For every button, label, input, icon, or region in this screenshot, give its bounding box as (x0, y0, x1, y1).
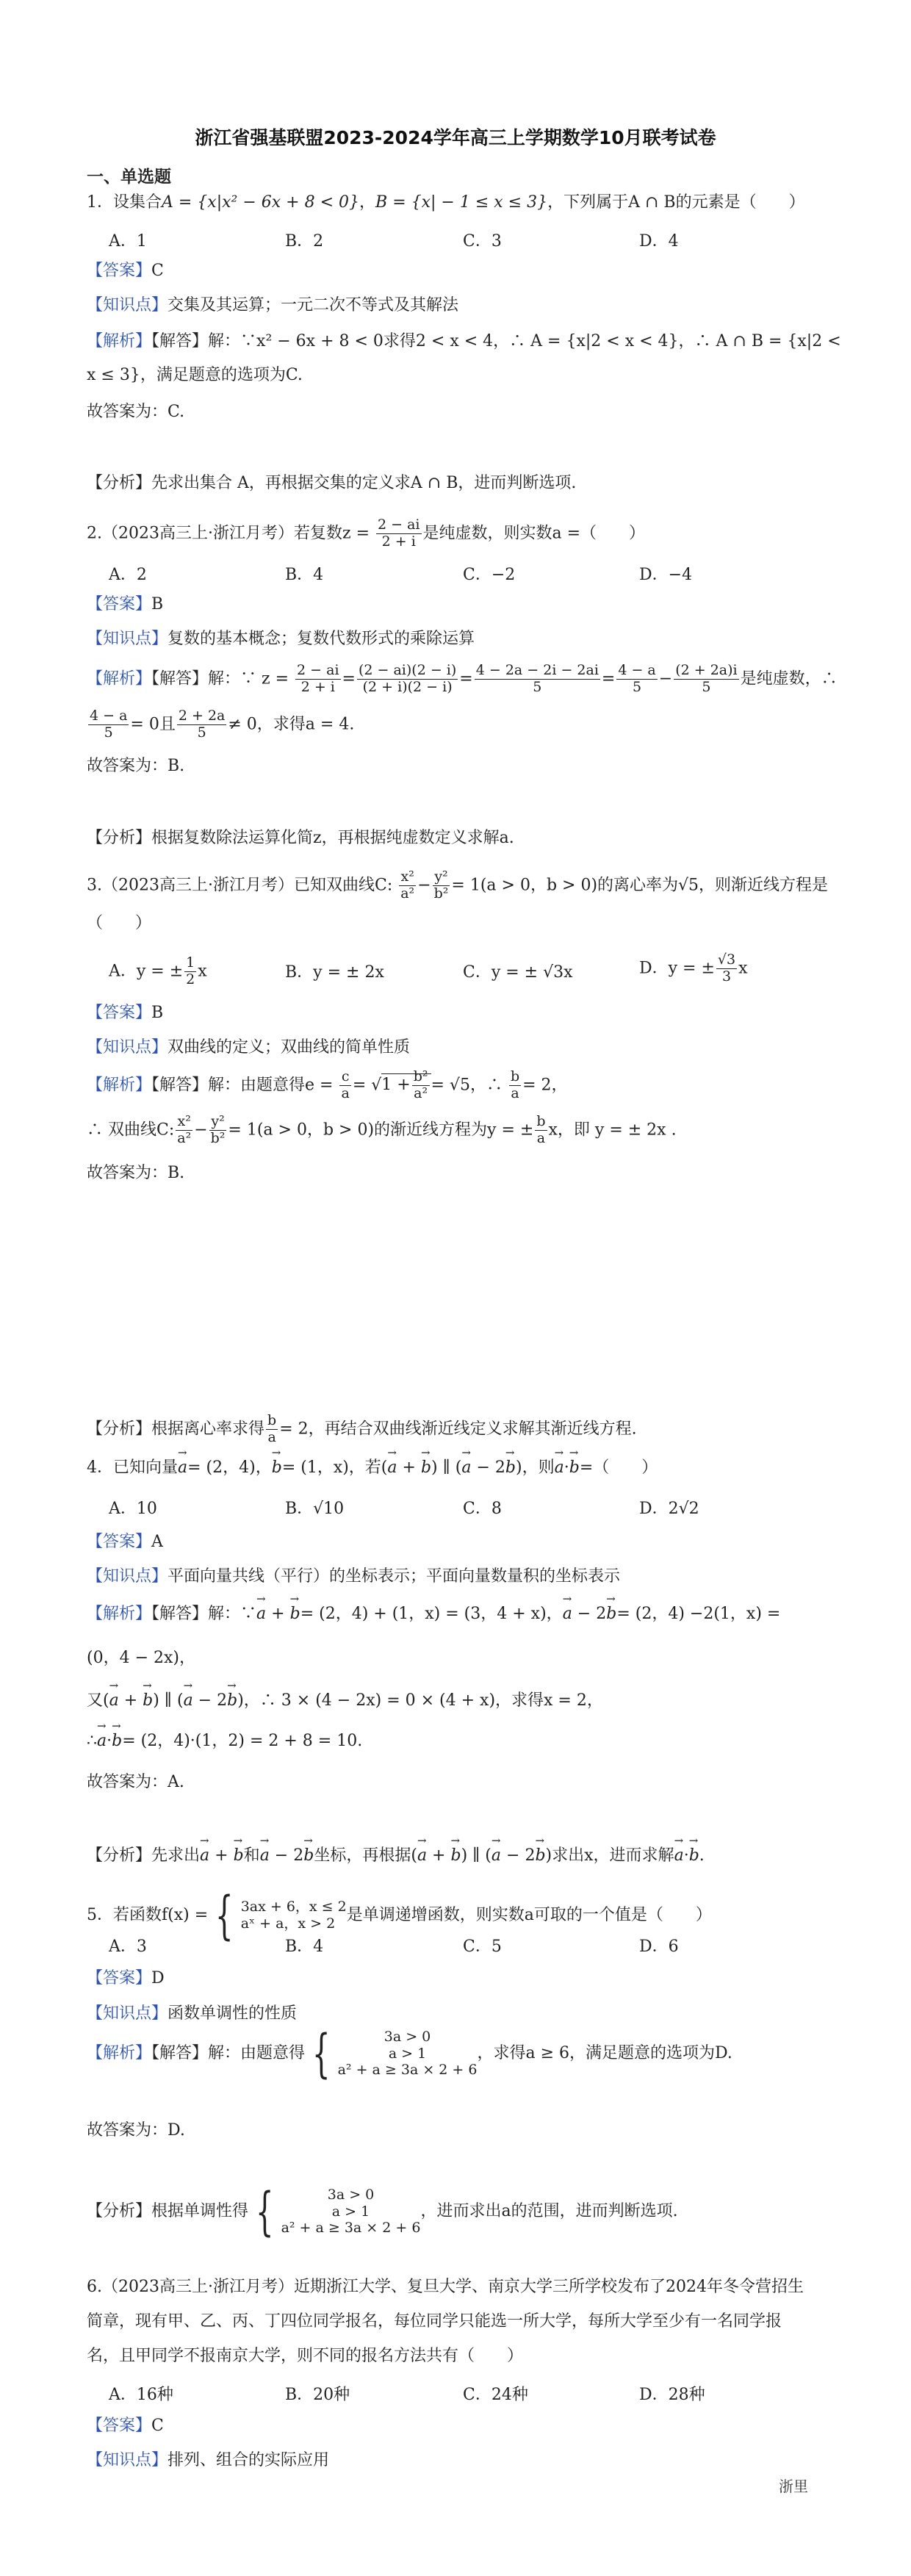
q4-option-c: C．8 (463, 1500, 502, 1518)
q1-solution-line2: x ≤ 3}，满足题意的选项为C. (87, 366, 303, 384)
q1-analysis: 【分析】先求出集合 A，再根据交集的定义求A ∩ B，进而判断选项. (87, 474, 577, 492)
page-title: 浙江省强基联盟2023-2024学年高三上学期数学10月联考试卷 (195, 127, 716, 148)
q1-option-d: D．4 (639, 232, 679, 251)
q4-analysis: 【分析】先求出→ a + → b和→ a − 2→ b坐标，再根据(→ a + → b) ∥ (→ a − 2→ b)求出x，进而求解→ a·→ b. (87, 1846, 705, 1866)
q3-option-b: B．y = ± 2x (285, 963, 384, 982)
q3-option-a: A．y = ± $\frac{1}{2}$ x (109, 954, 207, 987)
q6-knowledge: 【知识点】排列、组合的实际应用 (87, 2451, 330, 2469)
q6-option-d: D．28种 (639, 2386, 705, 2404)
q5-option-a: A．3 (109, 1938, 147, 1956)
q1-answer: 【答案】C (87, 262, 164, 280)
q4-option-d: D．2√2 (639, 1500, 699, 1518)
q6-answer: 【答案】C (87, 2417, 164, 2435)
q2-option-a: A．2 (109, 566, 147, 584)
q3-option-d: D．y = ± $\frac{√3}{3}$ x (639, 951, 748, 985)
q4-solution-line1: 【解析】【解答】解：∵→ a + → b= (2，4) + (1，x) = (3，4 + x)，→ a − 2→ b= (2，4) −2(1，x) = (87, 1605, 780, 1624)
q4-solution-line3: 又(→ a + → b) ∥ (→ a − 2→ b)，∴ 3 × (4 − 2x) = 0 × (4 + x)，求得x = 2， (87, 1691, 603, 1710)
q3-stem-paren: （ ） (87, 914, 152, 932)
q6-stem-line2: 简章，现有甲、乙、丙、丁四位同学报名，每位同学只能选一所大学，每所大学至少有一名同学报 (87, 2312, 782, 2331)
q4-solution-line2: (0，4 − 2x)， (87, 1649, 195, 1667)
q3-final: 故答案为：B. (87, 1164, 185, 1182)
q4-solution-line4: ∴→ a·→ b= (2，4)·(1，2) = 2 + 8 = 10. (87, 1732, 362, 1751)
q2-answer: 【答案】B (87, 595, 164, 614)
q1-stem: 1．设集合A = {x|x² − 6x + 8 < 0}，B = {x| − 1 ≤ x ≤ 3}，下列属于A ∩ B的元素是（ ） (87, 193, 805, 212)
q5-knowledge: 【知识点】函数单调性的性质 (87, 2004, 298, 2023)
q3-stem: 3.（2023高三上·浙江月考）已知双曲线C: $\frac{\text{x²}}{\text{a²}}$ − $\frac{\text{y²}}{\text{b²}}$ = 1(a > 0，b > 0)的离心率为√5，则渐近线方程是 (87, 868, 829, 902)
q1-knowledge: 【知识点】交集及其运算；一元二次不等式及其解法 (87, 296, 459, 314)
q4-answer: 【答案】A (87, 1533, 163, 1551)
section-heading: 一、单选题 (87, 168, 171, 187)
q3-answer: 【答案】B (87, 1004, 164, 1022)
q2-final: 故答案为：B. (87, 757, 185, 775)
q1-option-b: B．2 (285, 232, 324, 251)
q1-final: 故答案为：C. (87, 403, 185, 421)
q5-option-c: C．5 (463, 1938, 502, 1956)
q2-solution-line1: 【解析】【解答】解：∵ z = $\frac{2 - ai}{2 + i}$ = $\frac{(2 - ai)(2 - i)}{(2 + i)(2 - i)}$ = $\frac{4 - 2a - 2i - 2ai}{5}$ = $\frac{4 - a}{5}$ − $\frac{(2 + 2a)i}{5}$ 是纯虚数，∴ (87, 662, 838, 695)
q3-solution-line2: ∴ 双曲线C: $\frac{\text{x²}}{\text{a²}}$ − $\frac{\text{y²}}{\text{b²}}$ = 1(a > 0，b > 0)的渐近线方程为y = ± $\frac{b}{a}$ x，即 y = ± 2x . (87, 1113, 677, 1146)
q6-option-c: C．24种 (463, 2386, 528, 2404)
q6-stem-line1: 6.（2023高三上·浙江月考）近期浙江大学、复旦大学、南京大学三所学校发布了2024年冬令营招生 (87, 2278, 804, 2296)
q3-analysis: 【分析】根据离心率求得 $\frac{b}{a}$ = 2，再结合双曲线渐近线定义求解其渐近线方程. (87, 1412, 637, 1445)
q2-analysis: 【分析】根据复数除法运算化简z，再根据纯虚数定义求解a. (87, 829, 514, 847)
q3-option-c: C．y = ± √3x (463, 963, 573, 982)
q4-option-b: B．√10 (285, 1500, 345, 1518)
q2-option-d: D．−4 (639, 566, 693, 584)
q2-solution-line2: $\frac{4 - a}{5}$ = 0且 $\frac{2 + 2a}{5}$ ≠ 0，求得a = 4. (90, 708, 355, 741)
q5-option-b: B．4 (285, 1938, 324, 1956)
q1-option-a: A．1 (109, 232, 147, 251)
q4-knowledge: 【知识点】平面向量共线（平行）的坐标表示；平面向量数量积的坐标表示 (87, 1567, 621, 1586)
q3-solution-line1: 【解析】【解答】解：由题意得e = $\frac{c}{a}$ = √1 + $\frac{\text{b²}}{\text{a²}}$ = √5，∴ $\frac{b}{a}$ = 2， (87, 1068, 568, 1101)
q4-final: 故答案为：A. (87, 1773, 184, 1791)
q5-analysis: 【分析】根据单调性得 { 3a > 0 a > 1 a² + a ≥ 3a × 2 + 6 ，进而求出a的范围，进而判断选项. (87, 2181, 678, 2242)
page-footer: 浙里 (779, 2478, 808, 2495)
q3-knowledge: 【知识点】双曲线的定义；双曲线的简单性质 (87, 1038, 411, 1057)
q2-knowledge: 【知识点】复数的基本概念；复数代数形式的乘除运算 (87, 630, 475, 648)
q4-stem: 4．已知向量→ a= (2，4)，→ b= (1，x)，若(→ a + → b) ∥ (→ a − 2→ b)，则→ a·→ b=（ ） (87, 1458, 658, 1478)
q5-answer: 【答案】D (87, 1969, 165, 1987)
q1-solution-line1: 【解析】【解答】解：∵x² − 6x + 8 < 0求得2 < x < 4，∴ A = {x|2 < x < 4}，∴ A ∩ B = {x|2 < (87, 332, 841, 350)
q1-option-c: C．3 (463, 232, 502, 251)
q5-stem: 5．若函数f(x) = { 3ax + 6，x ≤ 2 aˣ + a，x > 2 是单调递增函数，则实数a可取的一个值是（ ） (87, 1885, 712, 1946)
q2-option-c: C．−2 (463, 566, 516, 584)
q6-stem-line3: 名，且甲同学不报南京大学，则不同的报名方法共有（ ） (87, 2347, 524, 2365)
q5-final: 故答案为：D. (87, 2121, 185, 2140)
q5-solution: 【解析】【解答】解：由题意得 { 3a > 0 a > 1 a² + a ≥ 3a × 2 + 6 ，求得a ≥ 6，满足题意的选项为D. (87, 2023, 732, 2084)
q4-option-a: A．10 (109, 1500, 157, 1518)
q5-option-d: D．6 (639, 1938, 679, 1956)
q6-option-a: A．16种 (109, 2386, 173, 2404)
q6-option-b: B．20种 (285, 2386, 350, 2404)
q2-stem: 2.（2023高三上·浙江月考）若复数z = $\frac{2 - ai}{2 + i}$ 是纯虚数，则实数a =（ ） (87, 517, 646, 550)
q2-option-b: B．4 (285, 566, 324, 584)
